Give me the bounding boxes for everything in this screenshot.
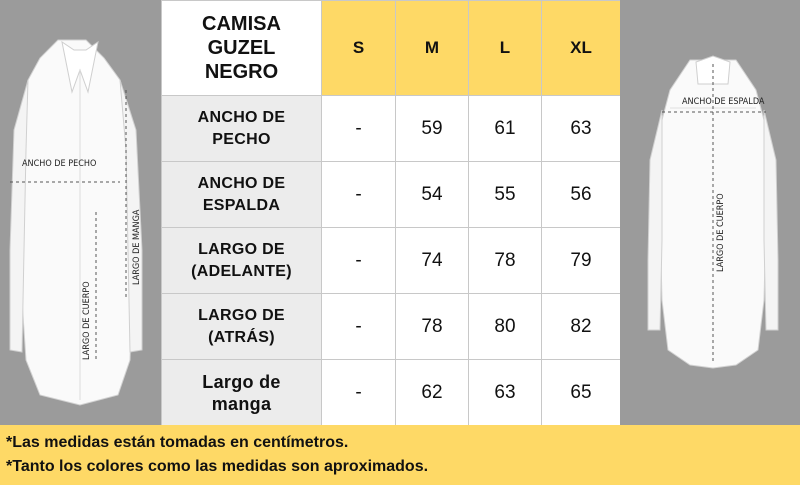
table-cell: 74 <box>396 228 469 294</box>
row-label: LARGO DE (ATRÁS) <box>162 294 322 360</box>
table-cell: 78 <box>396 294 469 360</box>
table-cell: 63 <box>469 360 542 426</box>
table-cell: 61 <box>469 96 542 162</box>
front-chest-annotation: ANCHO DE PECHO <box>22 159 97 169</box>
table-cell: 65 <box>542 360 621 426</box>
row-label: LARGO DE (ADELANTE) <box>162 228 322 294</box>
table-cell: - <box>322 360 396 426</box>
table-cell: 54 <box>396 162 469 228</box>
row-label: ANCHO DE PECHO <box>162 96 322 162</box>
table-cell: 79 <box>542 228 621 294</box>
note-line: *Tanto los colores como las medidas son aproximados. <box>6 458 429 475</box>
front-body-annotation: LARGO DE CUERPO <box>82 281 92 360</box>
back-shirt-illustration <box>620 0 800 425</box>
table-row <box>162 162 621 228</box>
product-name: CAMISA GUZEL NEGRO <box>162 1 322 96</box>
table-cell: - <box>322 162 396 228</box>
back-shirt-panel <box>620 0 800 425</box>
table-row <box>162 360 621 426</box>
row-label: ANCHO DE ESPALDA <box>162 162 322 228</box>
front-sleeve-annotation: LARGO DE MANGA <box>132 209 142 285</box>
size-header-xl: XL <box>542 1 621 96</box>
table-cell: 62 <box>396 360 469 426</box>
table-cell: - <box>322 294 396 360</box>
note-line: *Las medidas están tomadas en centímetros. <box>6 434 349 451</box>
table-cell: 80 <box>469 294 542 360</box>
table-cell: - <box>322 96 396 162</box>
table-cell: 55 <box>469 162 542 228</box>
table-cell: 56 <box>542 162 621 228</box>
front-shirt-panel <box>0 0 161 425</box>
back-width-annotation: ANCHO DE ESPALDA <box>682 97 765 107</box>
table-cell: - <box>322 228 396 294</box>
table-row <box>162 228 621 294</box>
table-cell: 82 <box>542 294 621 360</box>
size-header-row <box>162 1 621 96</box>
row-label: Largo de manga <box>162 360 322 426</box>
table-cell: 63 <box>542 96 621 162</box>
notes-footer <box>0 425 800 485</box>
table-row <box>162 96 621 162</box>
table-cell: 59 <box>396 96 469 162</box>
front-shirt-illustration <box>0 0 161 425</box>
table-row <box>162 294 621 360</box>
size-header-s: S <box>322 1 396 96</box>
size-header-m: M <box>396 1 469 96</box>
back-body-annotation: LARGO DE CUERPO <box>716 193 726 272</box>
size-chart-table <box>161 0 621 426</box>
table-cell: 78 <box>469 228 542 294</box>
size-header-l: L <box>469 1 542 96</box>
